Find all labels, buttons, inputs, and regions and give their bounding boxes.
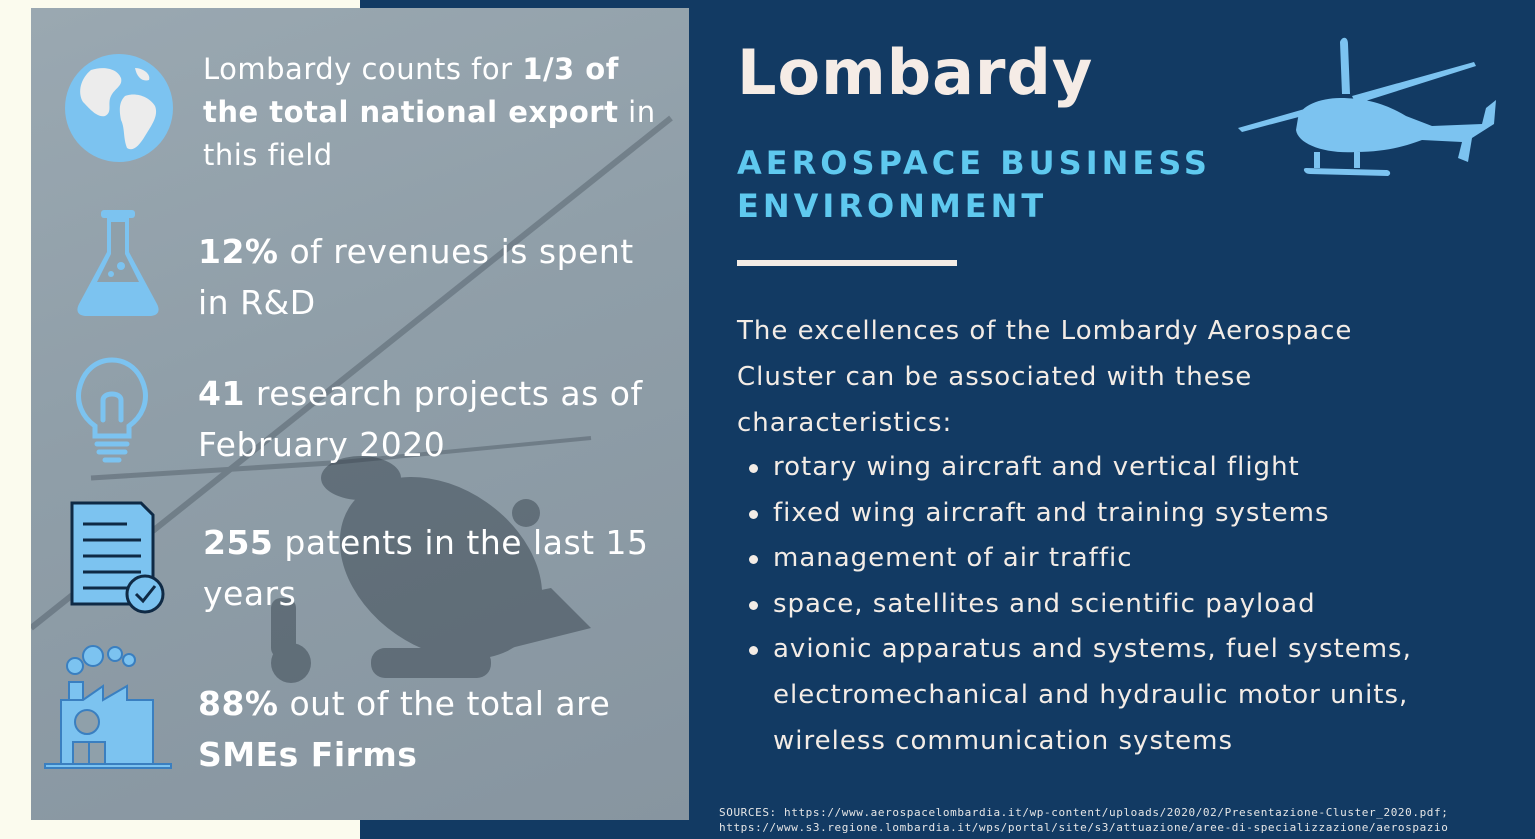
list-item: avionic apparatus and systems, fuel systems, electromechanical and hydraulic motor units, wireless communication systems <box>737 627 1477 764</box>
sources-line-1: SOURCES: https://www.aerospacelombardia.it/wp-content/uploads/2020/02/Presentazione-Cluster_2020.pdf; <box>719 806 1449 819</box>
list-item: management of air traffic <box>737 536 1477 582</box>
lightbulb-icon <box>75 356 149 464</box>
intro-text: The excellences of the Lombardy Aerospace Cluster can be associated with these characteristics: <box>737 316 1353 438</box>
title-divider <box>737 260 957 266</box>
stat-research-bold: 41 <box>198 374 245 413</box>
stat-revenues-text: of revenues is spent in R&D <box>198 232 634 322</box>
stat-export-pre: Lombardy counts for <box>203 52 523 86</box>
page-subtitle <box>737 142 1211 228</box>
stat-research-text: research projects as of February 2020 <box>198 374 643 464</box>
stat-patents <box>203 517 653 619</box>
stat-smes-bold: 88% <box>198 684 279 723</box>
sources <box>719 805 1448 835</box>
stat-revenues-bold: 12% <box>198 232 279 271</box>
helicopter-icon <box>1236 34 1500 180</box>
left-panel <box>31 8 689 820</box>
stat-research <box>198 368 668 470</box>
globe-icon <box>63 52 175 164</box>
page-title: Lombardy <box>737 36 1094 109</box>
stat-revenues <box>198 226 668 328</box>
subtitle-line-2: ENVIRONMENT <box>737 187 1048 225</box>
flask-icon <box>75 208 161 316</box>
stat-smes-bold2: SMEs Firms <box>198 735 418 774</box>
stat-smes <box>198 678 678 780</box>
subtitle-line-1: AEROSPACE BUSINESS <box>737 144 1211 182</box>
stat-smes-text: out of the total are <box>278 684 611 723</box>
stat-patents-bold: 255 <box>203 523 274 562</box>
list-item: space, satellites and scientific payload <box>737 582 1477 628</box>
stat-export-bold: 1/3 of the total national export <box>203 52 619 129</box>
sources-line-2: https://www.s3.regione.lombardia.it/wps/portal/site/s3/attuazione/aree-di-specializzazione/aerospazio <box>719 821 1449 834</box>
list-item: rotary wing aircraft and vertical flight <box>737 445 1477 491</box>
stat-export <box>203 48 673 177</box>
stat-patents-text: patents in the last 15 years <box>203 523 649 613</box>
factory-icon <box>43 642 173 770</box>
characteristics-list <box>737 445 1477 764</box>
document-check-icon <box>69 500 167 616</box>
list-item: fixed wing aircraft and training systems <box>737 491 1477 537</box>
stat-export-post: in this field <box>203 95 656 172</box>
